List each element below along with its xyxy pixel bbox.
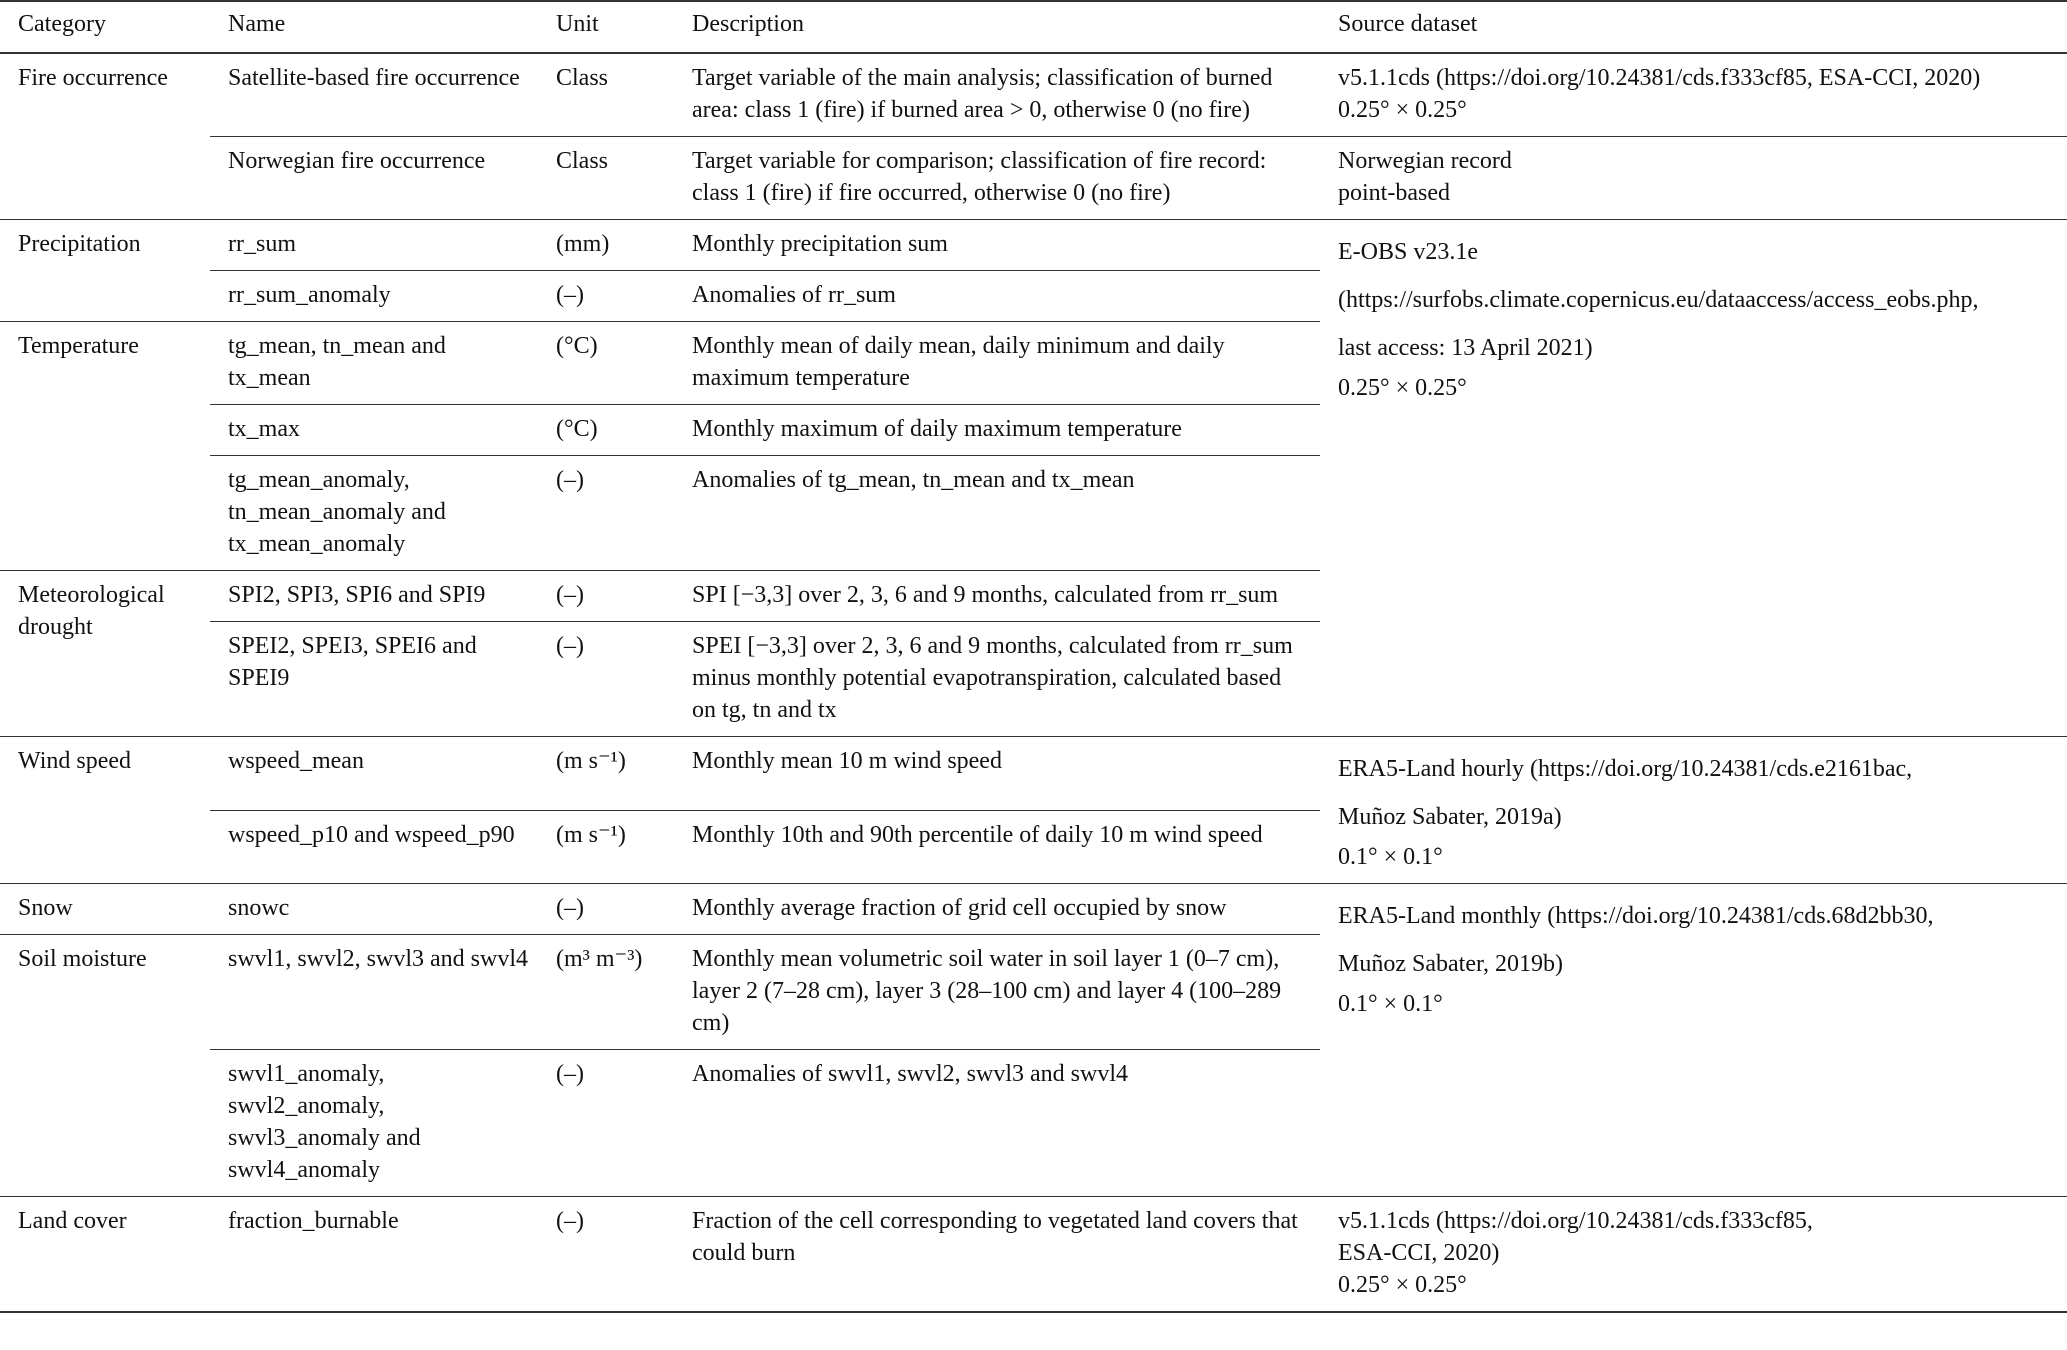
unit-cell: Class — [538, 53, 674, 137]
table-row — [0, 137, 2067, 220]
name-cell: wspeed_mean — [210, 737, 538, 811]
description-cell: Monthly 10th and 90th percentile of daily 10 m wind speed — [674, 810, 1320, 884]
source-cell — [1320, 137, 2067, 220]
name-cell: tx_max — [210, 405, 538, 456]
name-cell: SPEI2, SPEI3, SPEI6 and SPEI9 — [210, 622, 538, 737]
category-cell: Snow — [0, 884, 210, 935]
source-line: 0.25° × 0.25° — [1338, 97, 1467, 123]
table-row — [0, 737, 2067, 811]
source-line: 0.1° × 0.1° — [1338, 844, 1443, 870]
name-cell: swvl1, swvl2, swvl3 and swvl4 — [210, 935, 538, 1050]
description-cell: Target variable of the main analysis; classification of burned area: class 1 (fire) if burned area > 0, otherwise 0 (no fire) — [674, 53, 1320, 137]
source-line: ERA5-Land hourly (https://doi.org/10.24381/cds.e2161bac, — [1338, 756, 1913, 782]
description-cell: SPI [−3,3] over 2, 3, 6 and 9 months, calculated from rr_sum — [674, 571, 1320, 622]
header-unit: Unit — [538, 1, 674, 53]
source-cell — [1320, 884, 2067, 1197]
description-cell: Monthly maximum of daily maximum temperature — [674, 405, 1320, 456]
table-row — [0, 220, 2067, 271]
name-cell: Satellite-based fire occurrence — [210, 53, 538, 137]
description-cell: Target variable for comparison; classification of fire record: class 1 (fire) if fire occurred, otherwise 0 (no fire) — [674, 137, 1320, 220]
description-cell: SPEI [−3,3] over 2, 3, 6 and 9 months, calculated from rr_sum minus monthly potential evapotranspiration, calculated based on tg, tn and tx — [674, 622, 1320, 737]
header-source: Source dataset — [1320, 1, 2067, 53]
description-cell: Monthly mean volumetric soil water in soil layer 1 (0–7 cm), layer 2 (7–28 cm), layer 3 (28–100 cm) and layer 4 (100–289 cm) — [674, 935, 1320, 1050]
description-cell: Monthly mean of daily mean, daily minimum and daily maximum temperature — [674, 322, 1320, 405]
unit-cell: (m s⁻¹) — [538, 810, 674, 884]
source-line: v5.1.1cds (https://doi.org/10.24381/cds.f333cf85, ESA-CCI, 2020) — [1338, 65, 1981, 91]
description-cell: Monthly average fraction of grid cell occupied by snow — [674, 884, 1320, 935]
name-cell: fraction_burnable — [210, 1197, 538, 1313]
source-line: ERA5-Land monthly (https://doi.org/10.24381/cds.68d2bb30, — [1338, 903, 1934, 929]
unit-cell: (–) — [538, 456, 674, 571]
name-cell: tg_mean, tn_mean and tx_mean — [210, 322, 538, 405]
description-cell: Anomalies of swvl1, swvl2, swvl3 and swvl4 — [674, 1050, 1320, 1197]
source-line: Muñoz Sabater, 2019b) — [1338, 951, 1563, 977]
unit-cell: Class — [538, 137, 674, 220]
unit-cell: (–) — [538, 571, 674, 622]
name-cell: rr_sum_anomaly — [210, 271, 538, 322]
source-line: v5.1.1cds (https://doi.org/10.24381/cds.f333cf85, — [1338, 1208, 1813, 1234]
name-cell: swvl1_anomaly, swvl2_anomaly, swvl3_anomaly and swvl4_anomaly — [210, 1050, 538, 1197]
header-row — [0, 1, 2067, 53]
category-cell: Meteorological drought — [0, 571, 210, 737]
unit-cell: (°C) — [538, 322, 674, 405]
name-cell: tg_mean_anomaly, tn_mean_anomaly and tx_mean_anomaly — [210, 456, 538, 571]
unit-cell: (m s⁻¹) — [538, 737, 674, 811]
source-line: Muñoz Sabater, 2019a) — [1338, 804, 1562, 830]
source-line: 0.25° × 0.25° — [1338, 1272, 1467, 1298]
category-cell: Temperature — [0, 322, 210, 571]
name-cell: rr_sum — [210, 220, 538, 271]
source-line: point-based — [1338, 180, 1450, 206]
category-cell: Precipitation — [0, 220, 210, 322]
unit-cell: (–) — [538, 622, 674, 737]
description-cell: Fraction of the cell corresponding to vegetated land covers that could burn — [674, 1197, 1320, 1313]
name-cell: snowc — [210, 884, 538, 935]
source-line: 0.1° × 0.1° — [1338, 991, 1443, 1017]
source-line: 0.25° × 0.25° — [1338, 375, 1467, 401]
description-cell: Monthly mean 10 m wind speed — [674, 737, 1320, 811]
header-category: Category — [0, 1, 210, 53]
source-cell — [1320, 737, 2067, 884]
category-cell: Soil moisture — [0, 935, 210, 1197]
unit-cell: (mm) — [538, 220, 674, 271]
name-cell: wspeed_p10 and wspeed_p90 — [210, 810, 538, 884]
unit-cell: (–) — [538, 1050, 674, 1197]
unit-cell: (m³ m⁻³) — [538, 935, 674, 1050]
header-name: Name — [210, 1, 538, 53]
table-row — [0, 884, 2067, 935]
description-cell: Anomalies of rr_sum — [674, 271, 1320, 322]
source-cell — [1320, 220, 2067, 737]
table-row — [0, 53, 2067, 137]
description-cell: Monthly precipitation sum — [674, 220, 1320, 271]
name-cell: SPI2, SPI3, SPI6 and SPI9 — [210, 571, 538, 622]
source-line: last access: 13 April 2021) — [1338, 335, 1593, 361]
unit-cell: (–) — [538, 884, 674, 935]
unit-cell: (–) — [538, 1197, 674, 1313]
source-line: (https://surfobs.climate.copernicus.eu/dataaccess/access_eobs.php, — [1338, 287, 1979, 313]
category-cell: Wind speed — [0, 737, 210, 884]
table-row — [0, 1197, 2067, 1313]
name-cell: Norwegian fire occurrence — [210, 137, 538, 220]
header-description: Description — [674, 1, 1320, 53]
source-cell — [1320, 53, 2067, 137]
source-cell — [1320, 1197, 2067, 1313]
category-cell: Fire occurrence — [0, 53, 210, 220]
unit-cell: (°C) — [538, 405, 674, 456]
source-line: ESA-CCI, 2020) — [1338, 1240, 1500, 1266]
unit-cell: (–) — [538, 271, 674, 322]
source-line: E-OBS v23.1e — [1338, 239, 1478, 265]
source-line: Norwegian record — [1338, 148, 1512, 174]
description-cell: Anomalies of tg_mean, tn_mean and tx_mean — [674, 456, 1320, 571]
category-cell: Land cover — [0, 1197, 210, 1313]
